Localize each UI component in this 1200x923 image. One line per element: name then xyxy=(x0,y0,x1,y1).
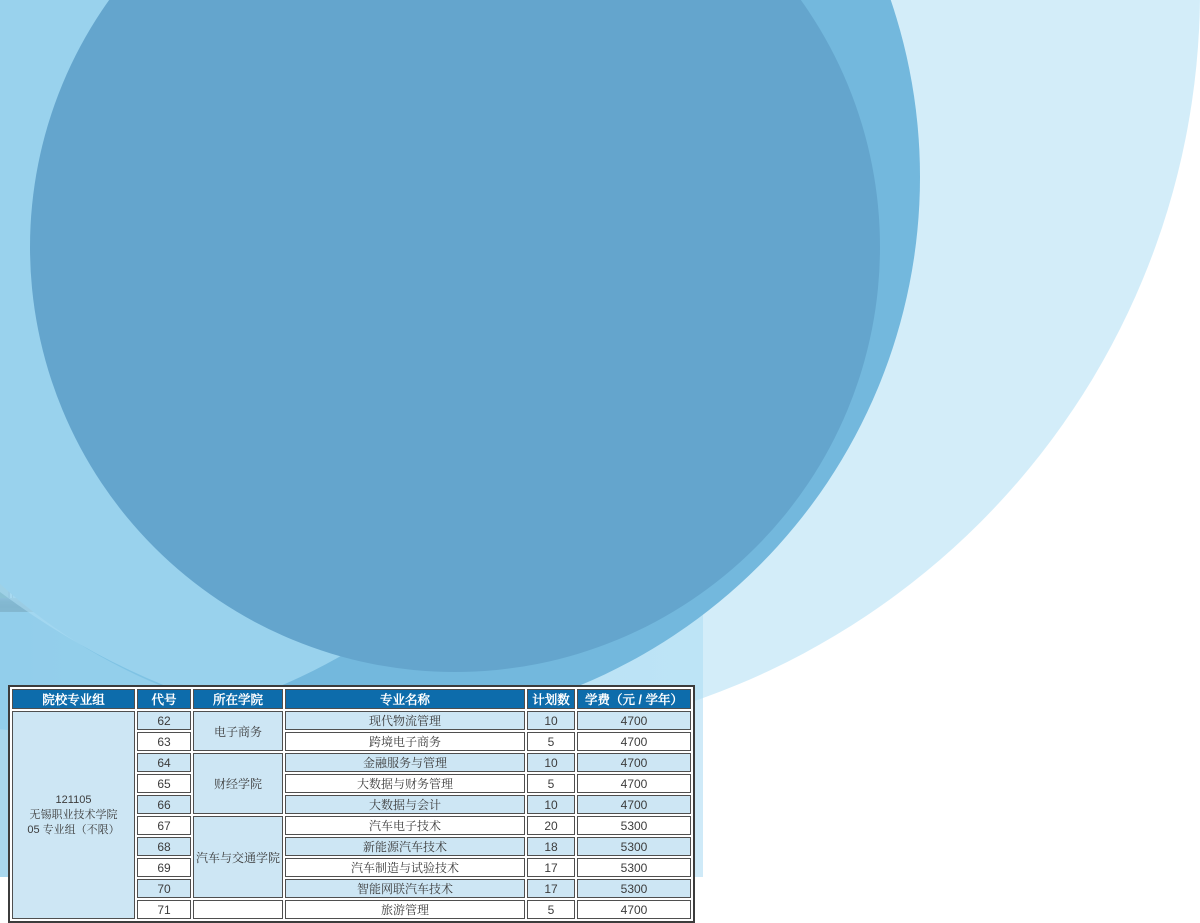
code-cell: 63 xyxy=(137,732,191,751)
college-cell: 财经学院 xyxy=(193,753,283,814)
admission-table-bottom xyxy=(8,685,695,923)
plan-count-cell: 10 xyxy=(527,753,575,772)
plan-count-cell: 17 xyxy=(527,858,575,877)
code-cell: 69 xyxy=(137,858,191,877)
tuition-cell: 5300 xyxy=(577,816,691,835)
tuition-cell: 4700 xyxy=(577,774,691,793)
major-cell: 现代物流管理 xyxy=(285,711,525,730)
major-cell: 跨境电子商务 xyxy=(285,732,525,751)
table-row xyxy=(12,711,691,730)
group-line: 无锡职业技术学院 xyxy=(29,808,118,821)
column-header: 代号 xyxy=(137,689,191,709)
plan-count-cell: 18 xyxy=(527,837,575,856)
plan-count-cell: 5 xyxy=(527,774,575,793)
page-2 xyxy=(0,612,703,917)
code-cell: 66 xyxy=(137,795,191,814)
tuition-cell: 5300 xyxy=(577,858,691,877)
tuition-cell: 4700 xyxy=(577,732,691,751)
column-header: 所在学院 xyxy=(193,689,283,709)
plan-count-cell: 10 xyxy=(527,795,575,814)
tuition-cell: 4700 xyxy=(577,711,691,730)
table-physics-continued xyxy=(8,685,695,923)
college-group-cell xyxy=(12,711,135,919)
code-cell: 62 xyxy=(137,711,191,730)
college-cell: 电子商务 xyxy=(193,711,283,751)
tuition-cell: 4700 xyxy=(577,795,691,814)
plan-count-cell: 17 xyxy=(527,879,575,898)
major-cell: 新能源汽车技术 xyxy=(285,837,525,856)
major-cell: 智能网联汽车技术 xyxy=(285,879,525,898)
tuition-cell: 4700 xyxy=(577,900,691,919)
major-cell: 汽车制造与试验技术 xyxy=(285,858,525,877)
code-cell: 71 xyxy=(137,900,191,919)
major-cell: 金融服务与管理 xyxy=(285,753,525,772)
tuition-cell: 5300 xyxy=(577,879,691,898)
major-cell: 旅游管理 xyxy=(285,900,525,919)
tuition-cell: 4700 xyxy=(577,753,691,772)
code-cell: 67 xyxy=(137,816,191,835)
plan-count-cell: 5 xyxy=(527,900,575,919)
column-header: 学费（元 / 学年） xyxy=(577,689,691,709)
group-line: 05 专业组（不限） xyxy=(27,823,120,836)
header-row xyxy=(12,689,691,709)
plan-count-cell: 20 xyxy=(527,816,575,835)
code-cell: 64 xyxy=(137,753,191,772)
major-cell: 大数据与会计 xyxy=(285,795,525,814)
column-header: 计划数 xyxy=(527,689,575,709)
college-cell xyxy=(193,900,283,919)
college-cell: 汽车与交通学院 xyxy=(193,816,283,898)
column-header: 专业名称 xyxy=(285,689,525,709)
code-cell: 70 xyxy=(137,879,191,898)
major-cell: 汽车电子技术 xyxy=(285,816,525,835)
code-cell: 68 xyxy=(137,837,191,856)
tuition-cell: 5300 xyxy=(577,837,691,856)
major-cell: 大数据与财务管理 xyxy=(285,774,525,793)
group-line: 121105 xyxy=(55,793,92,806)
plan-count-cell: 5 xyxy=(527,732,575,751)
column-header: 院校专业组 xyxy=(12,689,135,709)
code-cell: 65 xyxy=(137,774,191,793)
plan-count-cell: 10 xyxy=(527,711,575,730)
